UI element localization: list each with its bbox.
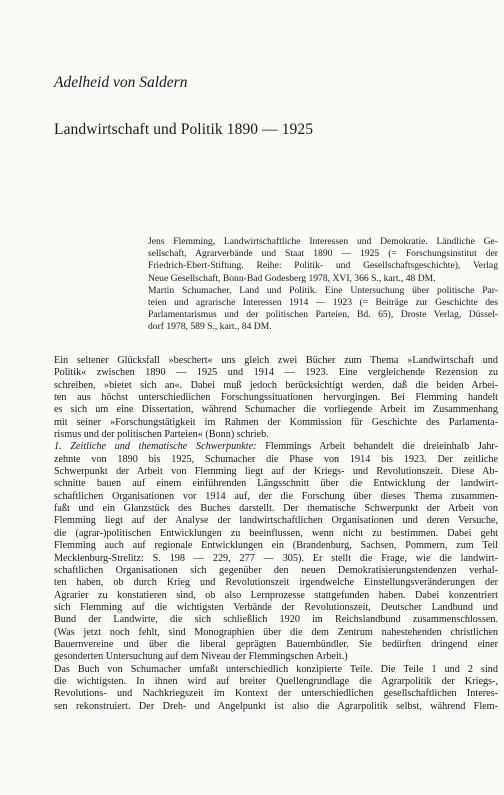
closing-paragraph: [54, 664, 498, 713]
reference-line: Parlamentarismus und der politischen Parteien, Bd. 65), Droste Verlag, Düssel-: [148, 309, 498, 321]
text-line: schaftlichen Organisationen sich gegenüber den neuen Demokratisierungstendenzen verhal-: [54, 564, 498, 576]
text-line: schreiben, »bietet sich an«. Dabei muß jedoch berücksichtigt werden, daß die beiden Arbei-: [54, 379, 498, 391]
text-line: schaftlichen Organisationen vor 1914 auf, der die Forschung über dieses Thema zusammen-: [54, 490, 498, 502]
reference-line: Neue Gesellschaft, Bonn-Bad Godesberg 1978, XVI, 366 S., kart., 48 DM.: [148, 272, 436, 284]
text-line: gesonderten Untersuchung auf dem Niveau der Flemmingschen Arbeit.): [54, 651, 348, 663]
text-line: die (agrar-)politischen Entwicklungen zu beeinflussen, wenn nicht zu bestimmen. Dabei geht: [54, 527, 498, 539]
text-line: rismus und der politischen Parteien« (Bonn) schrieb.: [54, 429, 269, 441]
reference-line: Friedrich-Ebert-Stiftung. Reihe: Politik- und Gesellschaftsgeschichte), Verlag: [148, 260, 498, 272]
reference-line: teien und agrarische Interessen 1914 — 1923 (= Beiträge zur Geschichte des: [148, 297, 498, 309]
text-line: faßt und ein Glanzstück des Buches darstellt. Der thematische Schwerpunkt der Arbeit von: [54, 503, 498, 515]
intro-paragraph: [54, 355, 498, 441]
text-line: mit seiner »Forschungstätigkeit im Rahmen der Kommission für Geschichte des Parlamenta-: [54, 416, 498, 428]
text-line: Flemming liegt auf der Analyse der landwirtschaftlichen Organisationen und deren Versuche,: [54, 515, 498, 527]
section-first-line-text: Flemmings Arbeit behandelt die dreieinhalb Jahr-: [256, 441, 499, 453]
reference-line: dorf 1978, 589 S., kart., 84 DM.: [148, 321, 272, 333]
text-line: es sich um eine Dissertation, während Schumacher die vorliegende Arbeit im Zusammenhang: [54, 404, 498, 416]
text-line: Revolutions- und Nachkriegszeit im Kontext der unterschiedlichen gesellschaftlichen Interes-: [54, 688, 498, 700]
text-line: ten haben, ob durch Krieg und Revolutionszeit irgendwelche Einstellungsveränderungen der: [54, 577, 498, 589]
text-line: sich Flemming auf die wichtigsten Verbände der Revolutionszeit, Deutscher Landbund und: [54, 601, 498, 613]
text-line: [54, 441, 498, 453]
text-line: Agrarier zu konstatieren sind, ob also Lernprozesse stattgefunden haben. Dabei konzentriert: [54, 589, 498, 601]
reference-line: sellschaft, Agrarverbände und Staat 1890 — 1925 (= Forschungsinstitut der: [148, 248, 498, 260]
text-line: die wichtigsten. In ihnen wird auf breiter Quellengrundlage die Agrarpolitik der Kriegs-,: [54, 675, 498, 687]
text-line: ten aus höchst unterschiedlichen Forschungssituationen hervorgingen. Bei Flemming handelt: [54, 392, 498, 404]
text-line: Ein seltener Glücksfall »beschert« uns gleich zwei Bücher zum Thema »Landwirtschaft und: [54, 355, 498, 366]
text-line: Bund der Landwirte, die sich schließlich 1920 im Reichslandbund zusammenschlossen.: [54, 614, 498, 626]
text-line: schnitte bauen auf einem einführenden Längsschnitt über die Entwicklung der landwirt-: [54, 478, 498, 490]
text-line: Politik« zwischen 1890 — 1925 und 1914 — 1923. Eine vergleichende Rezension zu: [54, 367, 498, 379]
text-line: (Was jetzt noch fehlt, sind Monographien über die dem Zentrum nahestehenden christlichen: [54, 626, 498, 638]
text-line: Bauernvereine und über die liberal geprägten Bauernbündler. Sie bedürften dringend einer: [54, 638, 498, 650]
text-line: Flemming auch auf regionale Entwicklungen ein (Brandenburg, Sachsen, Pommern, zum Teil: [54, 540, 498, 552]
review-body-text: [54, 355, 498, 713]
text-line: Das Buch von Schumacher umfaßt unterschiedlich konzipierte Teile. Die Teile 1 und 2 sind: [54, 663, 498, 675]
reviewed-books-references: [148, 236, 498, 334]
reference-line: Martin Schumacher, Land und Politik. Eine Untersuchung über politische Par-: [148, 284, 498, 296]
text-line: zehnte von 1890 bis 1925, Schumacher die Phase von 1914 bis 1923. Der zeitliche: [54, 453, 498, 465]
author-name: Adelheid von Saldern: [54, 74, 188, 91]
text-line: sen rekonstruiert. Der Dreh- und Angelpunkt ist also die Agrarpolitik selbst, während Flem-: [54, 700, 498, 712]
section-paragraph: [54, 441, 498, 663]
text-line: Mecklenburg-Strelitz: S. 198 — 229, 277 — 305). Er stellt die Frage, wie die landwirt-: [54, 552, 498, 564]
section-heading: 1. Zeitliche und thematische Schwerpunkte:: [54, 441, 257, 453]
text-line: Schwerpunkt der Arbeit von Flemming liegt auf der Kriegs- und Revolutionszeit. Diese Ab-: [54, 466, 498, 478]
reference-line: Jens Flemming, Landwirtschaftliche Interessen und Demokratie. Ländliche Ge-: [148, 236, 498, 247]
article-title: Landwirtschaft und Politik 1890 — 1925: [54, 121, 314, 138]
